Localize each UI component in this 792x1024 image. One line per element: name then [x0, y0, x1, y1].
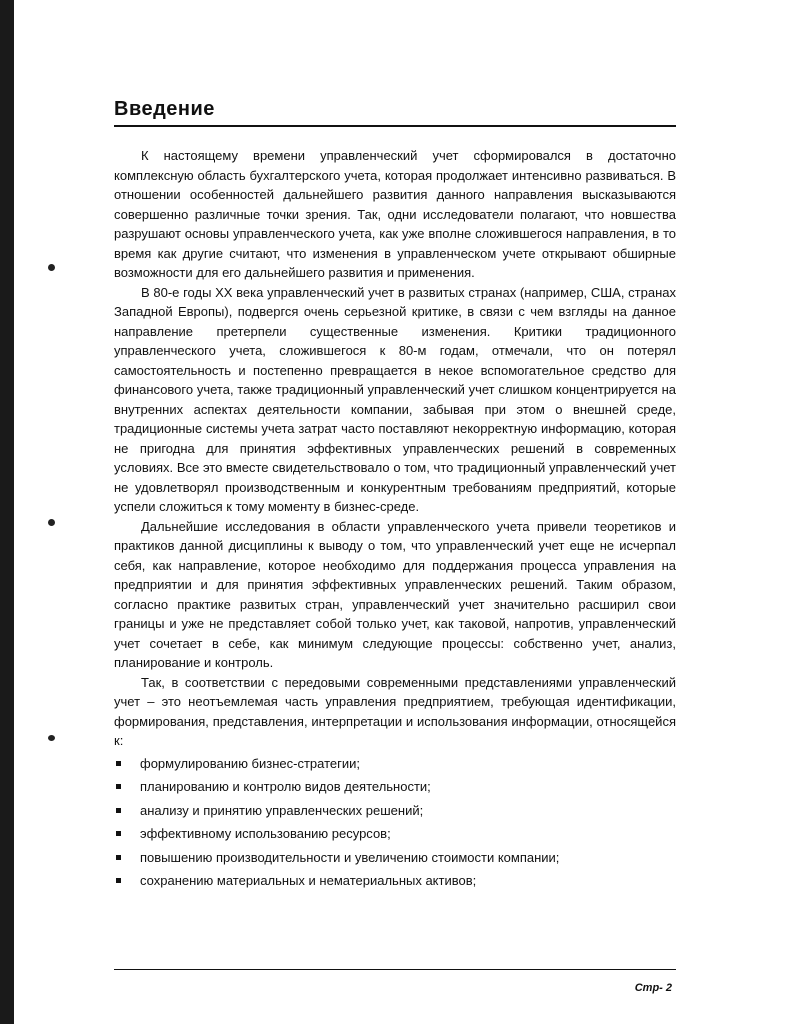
paragraph: Дальнейшие исследования в области управленческого учета привели теоретиков и практиков данной дисциплины к выводу о том, что управленческий учет еще не исчерпал себя, как направление, которое необходимо для поддержания процесса управления на предприятии и для принятия эффективных управленческих решений. Таким образом, согласно практике развитых стран, управленческий учет значительно расширил свои границы и уже не представляет собой только учет, как таковой, напротив, управленческий учет сочетает в себе, как минимум следующие процессы: собственно учет, анализ, планирование и контроль. — [114, 518, 676, 670]
list-item: повышению производительности и увеличению стоимости компании; — [114, 848, 676, 872]
list-item: формулированию бизнес-стратегии; — [114, 754, 676, 778]
paragraph: К настоящему времени управленческий учет сформировался в достаточно комплексную область бухгалтерского учета, которая продолжает интенсивно развиваться. В отношении особенностей дальнейшего развития данного направления высказываются совершенно различные точки зрения. Так, одни исследователи полагают, что новшества разрушают основы управленческого учета, как уже вполне сложившегося направления, в то время как другие считают, что изменения в управленческом учете открывают обширные возможности для его дальнейшего развития и применения. — [114, 148, 676, 280]
paragraph: Так, в соответствии с передовыми современными представлениями управленческий учет – это неотъемлемая часть управления предприятием, требующая идентификации, формирования, представления, интерпретации и использования информации, относящейся к: — [114, 674, 676, 748]
punch-hole-mark — [48, 519, 55, 526]
document-body — [114, 146, 676, 895]
bullet-list — [114, 754, 676, 895]
punch-hole-mark — [48, 735, 55, 741]
scan-edge-shadow — [0, 0, 14, 1024]
paragraph: В 80-е годы XX века управленческий учет в развитых странах (например, США, странах Западной Европы), подвергся очень серьезной критике, в связи с чем взгляды на данное направление претерпели существенные изменения. Критики традиционного управленческого учета, сложившегося к 80-м годам, отмечали, что он потерял самостоятельность и постепенно превращается в некое вспомогательное средство для финансового учета, также традиционный управленческий учет слишком концентрируется на внутренних аспектах деятельности компании, забывая при этом о внешней среде, традиционные системы учета затрат часто поставляют некорректную информацию, которая не пригодна для принятия эффективных управленческих решений в современных условиях. Все это вместе свидетельствовало о том, что традиционный управленческий учет не удовлетворял производственным и конкурентным требованиям предприятий, которые успели сложиться к тому моменту в бизнес-среде. — [114, 284, 676, 514]
list-item: эффективному использованию ресурсов; — [114, 824, 676, 848]
list-item: сохранению материальных и нематериальных активов; — [114, 871, 676, 895]
page-title: Введение — [114, 98, 215, 120]
list-item: планированию и контролю видов деятельности; — [114, 777, 676, 801]
page-number: Стр- 2 — [634, 982, 672, 994]
title-underline — [114, 125, 676, 127]
list-item: анализу и принятию управленческих решений; — [114, 801, 676, 825]
punch-hole-mark — [48, 264, 55, 271]
footer-rule — [114, 969, 676, 970]
